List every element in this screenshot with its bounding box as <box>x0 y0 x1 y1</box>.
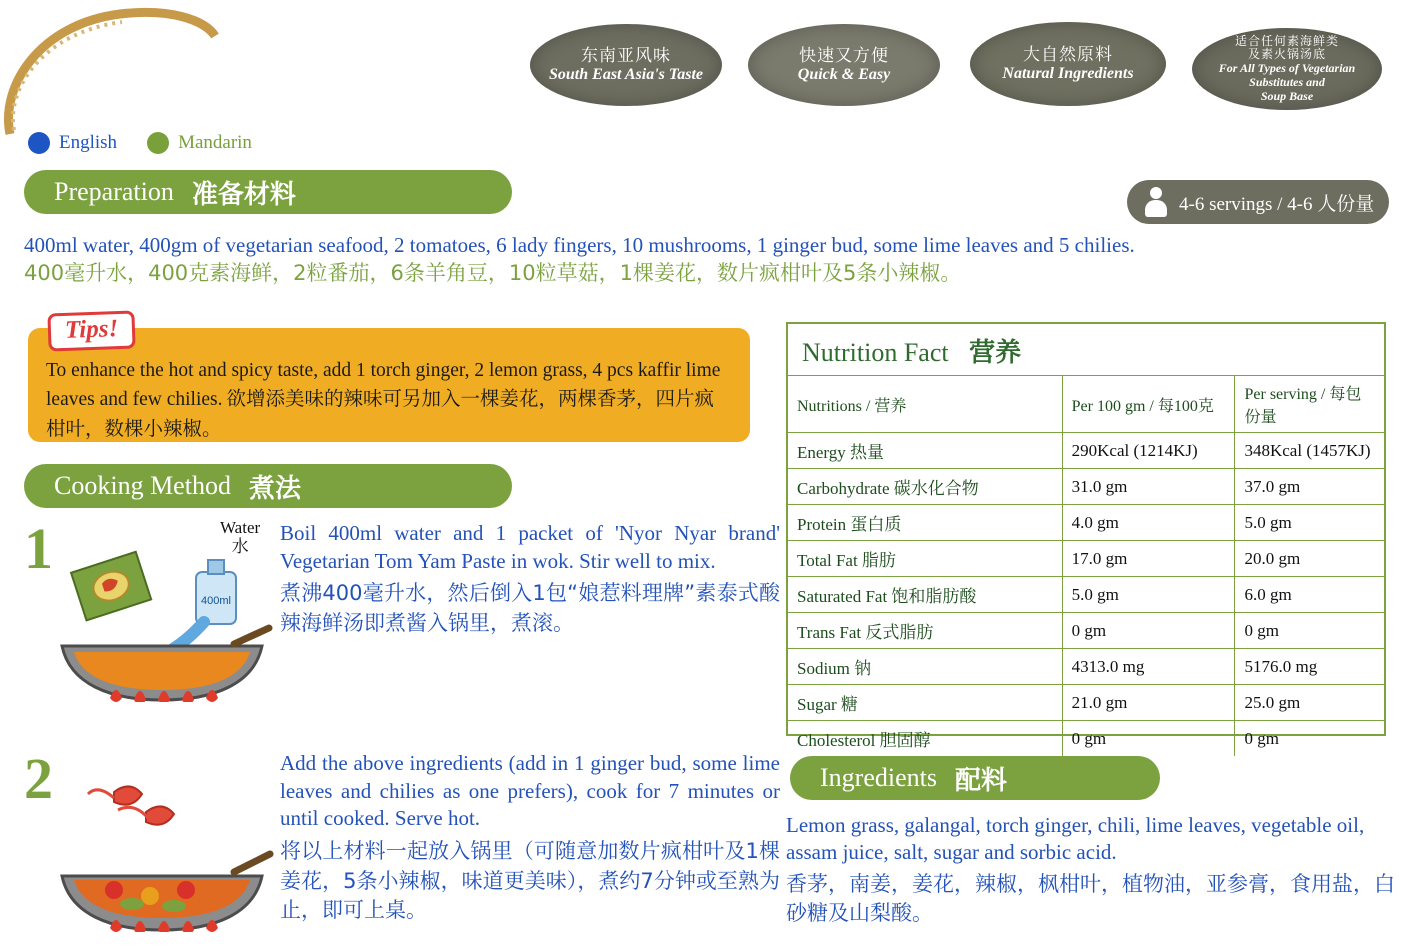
row-per-100gm: 0 gm <box>1062 721 1235 757</box>
row-per-100gm: 4313.0 mg <box>1062 649 1235 685</box>
cooking-step-2 <box>24 746 784 940</box>
tips-box <box>28 315 750 442</box>
preparation-text <box>24 232 1314 288</box>
table-row <box>788 721 1384 757</box>
step-number: 1 <box>24 516 53 581</box>
badge-label-cn: 快速又方便 <box>799 45 889 66</box>
servings-label: 4-6 servings / 4-6 人份量 <box>1179 193 1375 215</box>
step-text-en: Boil 400ml water and 1 packet of 'Nyor Nyar brand' Vegetarian Tom Yam Paste in wok. Stir well to mix. <box>280 521 780 573</box>
badge-natural-ingredients <box>970 22 1166 106</box>
svg-text:400ml: 400ml <box>201 595 231 607</box>
nutrition-title-cn: 营养 <box>969 338 1022 368</box>
step-text <box>280 520 780 638</box>
legend-label-mandarin: Mandarin <box>178 132 252 153</box>
row-name: Saturated Fat 饱和脂肪酸 <box>788 577 1062 613</box>
row-per-serving: 5176.0 mg <box>1235 649 1384 685</box>
preparation-heading <box>24 170 512 214</box>
row-per-serving: 37.0 gm <box>1235 469 1384 505</box>
legend-english <box>28 132 117 154</box>
preparation-title-en: Preparation <box>54 177 174 206</box>
row-name: Energy 热量 <box>788 433 1062 469</box>
table-row <box>788 613 1384 649</box>
step1-illustration-icon <box>54 542 274 702</box>
table-row <box>788 577 1384 613</box>
table-row <box>788 505 1384 541</box>
ingredients-text-cn: 香茅，南姜，姜花，辣椒，枫柑叶，植物油，亚参膏，食用盐，白砂糖及山梨酸。 <box>786 871 1395 926</box>
row-name: Trans Fat 反式脂肪 <box>788 613 1062 649</box>
tips-label: Tips! <box>47 310 136 351</box>
col-header-per-100gm: Per 100 gm / 每100克 <box>1062 376 1235 433</box>
table-row <box>788 433 1384 469</box>
row-name: Sugar 糖 <box>788 685 1062 721</box>
row-per-100gm: 4.0 gm <box>1062 505 1235 541</box>
row-per-serving: 20.0 gm <box>1235 541 1384 577</box>
row-per-100gm: 5.0 gm <box>1062 577 1235 613</box>
preparation-text-cn: 400毫升水，400克素海鲜，2粒番茄，6条羊角豆，10粒草菇，1棵姜花，数片疯柑叶及5条小辣椒。 <box>24 261 962 286</box>
decorative-swirl <box>0 6 220 136</box>
row-name: Cholesterol 胆固醇 <box>788 721 1062 757</box>
badge-south-east-asia <box>530 24 722 106</box>
nutrition-title <box>788 324 1384 375</box>
row-per-100gm: 0 gm <box>1062 613 1235 649</box>
row-per-100gm: 17.0 gm <box>1062 541 1235 577</box>
row-per-100gm: 290Kcal (1214KJ) <box>1062 433 1235 469</box>
row-per-serving: 0 gm <box>1235 613 1384 649</box>
language-legend <box>28 132 252 154</box>
step-text-cn: 煮沸400毫升水，然后倒入1包“娘惹料理牌”素泰式酸辣海鲜汤即煮酱入锅里，煮滚。 <box>280 581 780 635</box>
legend-label-english: English <box>59 132 118 153</box>
step-text-cn: 将以上材料一起放入锅里（可随意加数片疯柑叶及1棵姜花，5条小辣椒，味道更美味），煮约7分钟或至熟为止，即可上桌。 <box>280 839 780 922</box>
badge-label-cn: 大自然原料 <box>1023 44 1113 65</box>
row-per-serving: 6.0 gm <box>1235 577 1384 613</box>
table-row <box>788 469 1384 505</box>
preparation-text-en: 400ml water, 400gm of vegetarian seafood, 2 tomatoes, 6 lady fingers, 10 mushrooms, 1 ginger bud, some lime leaves and 5 chilies. <box>24 233 1135 257</box>
feature-badges <box>470 8 1410 126</box>
row-name: Total Fat 脂肪 <box>788 541 1062 577</box>
servings-badge <box>1127 180 1389 224</box>
row-per-serving: 348Kcal (1457KJ) <box>1235 433 1384 469</box>
green-dot-icon <box>147 132 169 154</box>
col-header-nutritions: Nutritions / 营养 <box>788 376 1062 433</box>
water-label-en: Water <box>220 518 261 537</box>
row-per-100gm: 21.0 gm <box>1062 685 1235 721</box>
table-header-row <box>788 376 1384 433</box>
cooking-step-1 <box>24 516 784 720</box>
blue-dot-icon <box>28 132 50 154</box>
table-row <box>788 541 1384 577</box>
row-name: Carbohydrate 碳水化合物 <box>788 469 1062 505</box>
row-per-100gm: 31.0 gm <box>1062 469 1235 505</box>
water-label-cn: 水 <box>231 536 249 557</box>
legend-mandarin <box>147 132 252 154</box>
cooking-title-cn: 煮法 <box>248 473 301 504</box>
table-row <box>788 649 1384 685</box>
cooking-method-heading <box>24 464 512 508</box>
tips-body <box>28 328 750 441</box>
badge-label-en: Natural Ingredients <box>1002 64 1134 82</box>
badge-label-en: South East Asia's Taste <box>549 65 703 83</box>
step2-illustration-icon <box>54 772 274 932</box>
badge-vegetarian-soup-base <box>1192 28 1382 110</box>
badge-label-en: Quick & Easy <box>797 65 891 83</box>
row-per-serving: 25.0 gm <box>1235 685 1384 721</box>
person-icon <box>1145 187 1167 217</box>
ingredients-title-cn: 配料 <box>954 765 1007 796</box>
badge-label-en: For All Types of Vegetarian Substitutes and Soup Base <box>1218 61 1356 103</box>
badge-label-cn: 适合任何素海鲜类 及素火锅汤底 <box>1234 33 1339 62</box>
cooking-title-en: Cooking Method <box>54 471 231 500</box>
col-header-per-serving: Per serving / 每包份量 <box>1235 376 1384 433</box>
ingredients-text-en: Lemon grass, galangal, torch ginger, chili, lime leaves, vegetable oil, assam juice, salt, sugar and sorbic acid. <box>786 813 1365 865</box>
ingredients-heading <box>790 756 1160 800</box>
row-per-serving: 0 gm <box>1235 721 1384 757</box>
step-number: 2 <box>24 746 53 811</box>
step-text <box>280 750 780 925</box>
tips-text-en: To enhance the hot and spicy taste, add 1 torch ginger, 2 lemon grass, 4 pcs kaffir lime leaves and few chilies. <box>46 360 721 411</box>
tips-text-cn: 欲增添美味的辣味可另加入一棵姜花，两棵香茅，四片疯柑叶，数棵小辣椒。 <box>46 387 715 440</box>
preparation-title-cn: 准备材料 <box>191 179 296 210</box>
ingredients-text <box>786 812 1406 929</box>
step-text-en: Add the above ingredients (add in 1 ginger bud, some lime leaves and chilies as one prefers), cook for 7 minutes or until cooked. Serve hot. <box>280 751 780 831</box>
table-row <box>788 685 1384 721</box>
row-name: Protein 蛋白质 <box>788 505 1062 541</box>
nutrition-title-en: Nutrition Fact <box>802 338 949 367</box>
row-per-serving: 5.0 gm <box>1235 505 1384 541</box>
ingredients-title-en: Ingredients <box>820 763 937 792</box>
badge-label-cn: 东南亚风味 <box>581 45 671 66</box>
nutrition-fact-table <box>786 322 1386 751</box>
row-name: Sodium 钠 <box>788 649 1062 685</box>
badge-quick-easy <box>748 24 940 106</box>
